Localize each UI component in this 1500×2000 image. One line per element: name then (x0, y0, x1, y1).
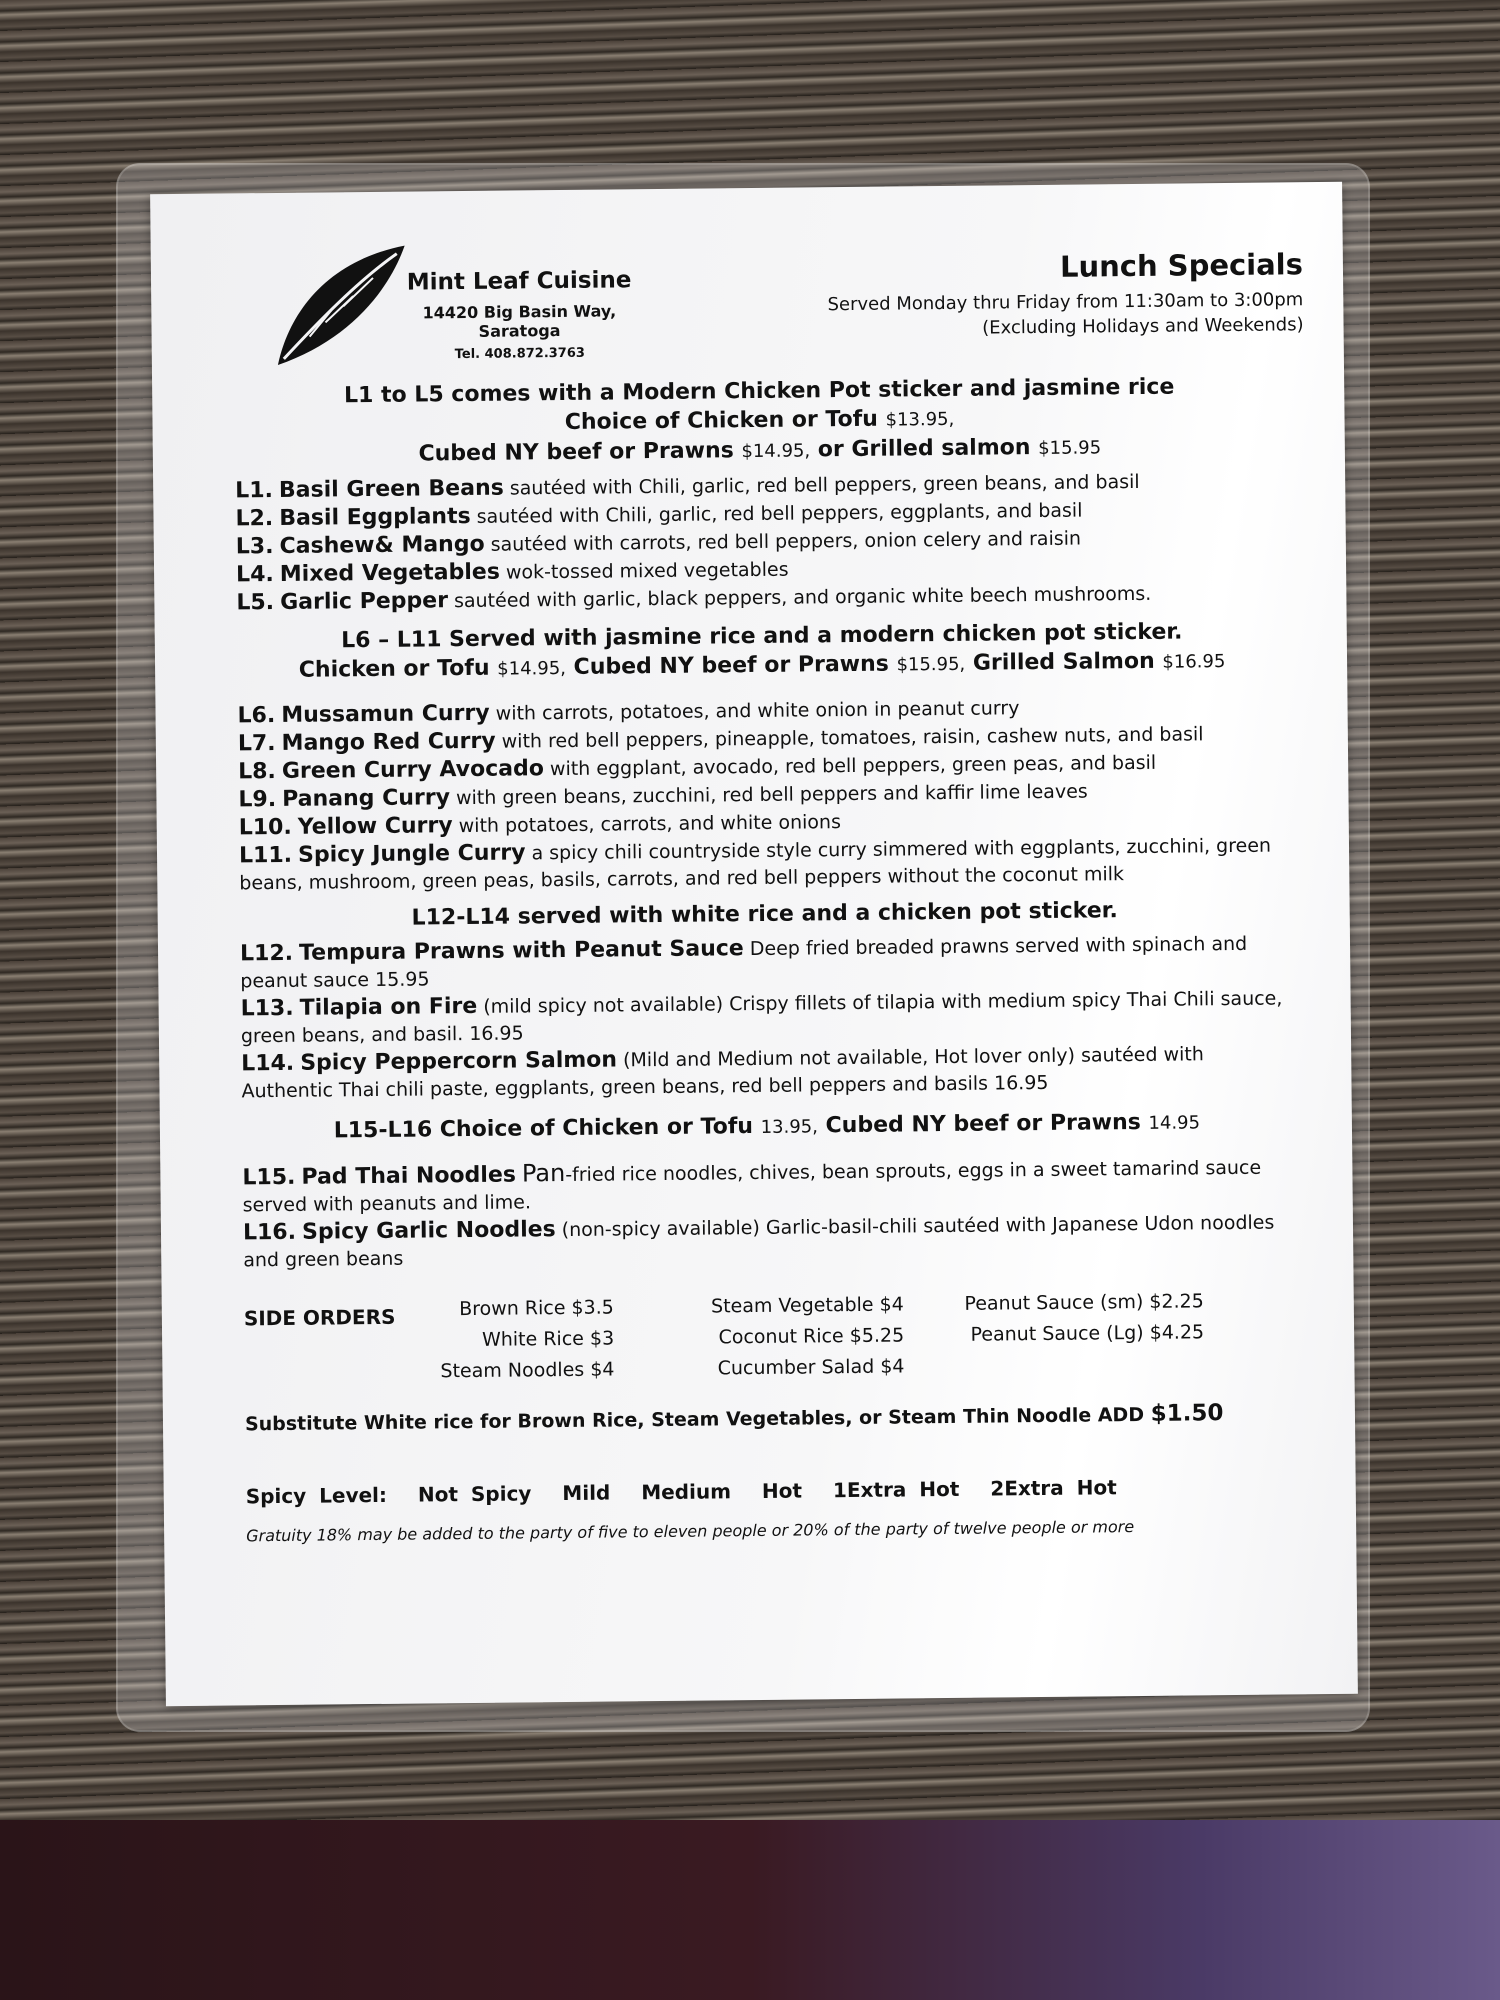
section-header-l15-l16 (242, 1106, 1292, 1147)
side-orders-column (689, 1289, 905, 1384)
section-text: L15-L16 Choice of Chicken or Tofu (333, 1114, 754, 1144)
section-price: $16.95 (1162, 651, 1226, 673)
side-item: Steam Vegetable $4 (710, 1293, 904, 1318)
item-name: Spicy Peppercorn Salmon (300, 1047, 618, 1076)
section-text: Cubed NY beef or Prawns (418, 438, 734, 467)
section-line: L6 – L11 Served with jasmine rice and a modern chicken pot sticker. (341, 619, 1183, 654)
section-text: Choice of Chicken or Tofu (564, 406, 879, 435)
section-price: $15.95, (896, 653, 966, 676)
item-code: L14. (241, 1050, 295, 1077)
section-price: 14.95 (1148, 1112, 1201, 1134)
item-code: L4. (235, 562, 274, 588)
item-name: Green Curry Avocado (281, 756, 545, 784)
item-description: a spicy chili countryside style curry simmered with eggplants, zucchini, green beans, mushroom, green peas, basils, carrots, and red bell peppers without the coconut milk (239, 834, 1272, 895)
side-item: Brown Rice $3.5 (459, 1296, 614, 1321)
item-description: wok-tossed mixed vegetables (505, 558, 789, 584)
item-code: L11. (238, 842, 293, 869)
section-text: Chicken or Tofu (298, 655, 490, 683)
section-price: 13.95, (760, 1116, 819, 1138)
item-code: L8. (238, 758, 276, 785)
floor-background (0, 1820, 1500, 2000)
spicy-level: Medium (641, 1479, 732, 1505)
section-price: $14.95, (741, 440, 811, 463)
item-code: L6. (237, 703, 276, 729)
item-name: Mango Red Curry (281, 728, 496, 756)
item-code: L7. (237, 730, 276, 757)
item-description: Deep fried breaded prawns served with spinach and peanut sauce 15.95 (240, 932, 1248, 993)
section-header-l1-l5 (234, 371, 1285, 471)
item-description: with red bell peppers, pineapple, tomatoes, raisin, cashew nuts, and basil (501, 723, 1204, 753)
spicy-level: 1Extra Hot (832, 1476, 960, 1503)
spicy-level: Hot (761, 1478, 803, 1503)
restaurant-info (379, 267, 660, 363)
section-price: $14.95, (497, 657, 567, 680)
substitute-note (245, 1399, 1295, 1436)
restaurant-phone: Tel. 408.872.3763 (454, 345, 585, 363)
side-item: Steam Noodles $4 (440, 1358, 615, 1383)
spicy-level: Mild (562, 1480, 611, 1506)
item-name: Garlic Pepper (280, 588, 449, 615)
item-name: Tilapia on Fire (299, 993, 478, 1021)
side-orders-column (944, 1286, 1205, 1351)
gratuity-note: Gratuity 18% may be added to the party of five to eleven people or 20% of the party of twelve people or more (246, 1517, 1135, 1546)
item-description: with potatoes, carrots, and white onions (458, 811, 842, 838)
side-orders (244, 1285, 1295, 1404)
item-description: sautéed with garlic, black peppers, and organic white beech mushrooms. (453, 582, 1152, 613)
item-description: (Mild and Medium not available, Hot lover only) sautéed with Authentic Thai chili paste, eggplants, green beans, red bell peppers and basils 16.95 (241, 1043, 1204, 1103)
item-description: with carrots, potatoes, and white onion in peanut curry (495, 697, 1020, 725)
item-code: L3. (235, 534, 274, 560)
served-hours: Served Monday thru Friday from 11:30am to 3:00pm (827, 289, 1304, 316)
side-item: Coconut Rice $5.25 (718, 1324, 905, 1349)
item-description: sautéed with Chili, garlic, red bell peppers, green beans, and basil (509, 470, 1140, 500)
restaurant-address: 14420 Big Basin Way, Saratoga (422, 301, 617, 341)
item-name: Mixed Vegetables (279, 559, 501, 587)
side-orders-column (424, 1292, 615, 1387)
exclusion-note: (Excluding Holidays and Weekends) (982, 314, 1304, 339)
item-code: L16. (242, 1219, 297, 1246)
item-description: with green beans, zucchini, red bell peppers and kaffir lime leaves (455, 780, 1088, 810)
spicy-levels (246, 1473, 1296, 1508)
item-name: Yellow Curry (297, 813, 453, 840)
item-name: Pad Thai Noodles (301, 1162, 517, 1190)
section-text: Cubed NY beef or Prawns (573, 651, 889, 680)
menu-item (239, 831, 1290, 897)
section-line: L1 to L5 comes with a Modern Chicken Pot sticker and jasmine rice (343, 374, 1175, 409)
item-code: L1. (235, 478, 274, 504)
menu-sheet (150, 182, 1358, 1706)
header-block (743, 247, 1304, 341)
side-item: Peanut Sauce (sm) $2.25 (964, 1290, 1204, 1315)
item-name: Basil Eggplants (279, 503, 471, 531)
item-code: L9. (238, 786, 277, 813)
side-orders-label: SIDE ORDERS (243, 1304, 396, 1331)
item-code: L12. (239, 940, 294, 967)
item-name: Cashew& Mango (279, 531, 485, 559)
side-item: White Rice $3 (481, 1327, 615, 1351)
item-description: sautéed with Chili, garlic, red bell peppers, eggplants, and basil (476, 499, 1083, 528)
item-description: -fried rice noodles, chives, bean sprouts, eggs in a sweet tamarind sauce served with peanuts and lime. (242, 1156, 1262, 1217)
item-description-prefix: Pan (521, 1158, 566, 1188)
spicy-label: Spicy Level: (245, 1482, 388, 1509)
item-description: sautéed with carrots, red bell peppers, onion celery and raisin (490, 527, 1082, 556)
substitute-price: $1.50 (1150, 1400, 1224, 1427)
section-text: Grilled Salmon (972, 648, 1155, 676)
item-name: Panang Curry (282, 785, 451, 812)
section-price: $15.95 (1038, 437, 1102, 459)
item-name: Basil Green Beans (278, 475, 504, 503)
restaurant-name: Mint Leaf Cuisine (406, 267, 632, 296)
section-header-l12-l14: L12-L14 served with white rice and a chicken pot sticker. (411, 898, 1118, 931)
section-header-l6-l11 (237, 616, 1288, 686)
item-name: Tempura Prawns with Peanut Sauce (298, 936, 744, 966)
item-code: L15. (242, 1164, 296, 1191)
item-name: Spicy Jungle Curry (297, 840, 526, 868)
item-description: (non-spicy available) Garlic-basil-chili sautéed with Japanese Udon noodles and green beans (243, 1211, 1275, 1272)
item-name: Spicy Garlic Noodles (301, 1217, 556, 1245)
substitute-text: Substitute White rice for Brown Rice, Steam Vegetables, or Steam Thin Noodle ADD (244, 1403, 1145, 1436)
menu-item (243, 1208, 1294, 1274)
item-code: L10. (238, 814, 292, 841)
side-item: Peanut Sauce (Lg) $4.25 (970, 1321, 1205, 1346)
spicy-level: 2Extra Hot (990, 1475, 1117, 1501)
item-code: L2. (235, 506, 274, 532)
section-text: or Grilled salmon (817, 435, 1031, 463)
page-title: Lunch Specials (1059, 247, 1304, 284)
menu-item (241, 1039, 1292, 1105)
menu-content (234, 367, 1296, 1545)
item-code: L13. (240, 995, 294, 1022)
item-name: Mussamun Curry (281, 700, 490, 728)
spicy-level: Not Spicy (417, 1481, 532, 1507)
item-description: with eggplant, avocado, red bell peppers, green peas, and basil (549, 751, 1157, 781)
side-item: Cucumber Salad $4 (717, 1355, 905, 1380)
item-description: (mild spicy not available) Crispy fillets of tilapia with medium spicy Thai Chili sauce, green beans, and basil. 16.95 (240, 987, 1283, 1048)
section-text: Cubed NY beef or Prawns (825, 1109, 1141, 1139)
section-price: $13.95, (885, 408, 955, 431)
item-code: L5. (236, 590, 275, 616)
